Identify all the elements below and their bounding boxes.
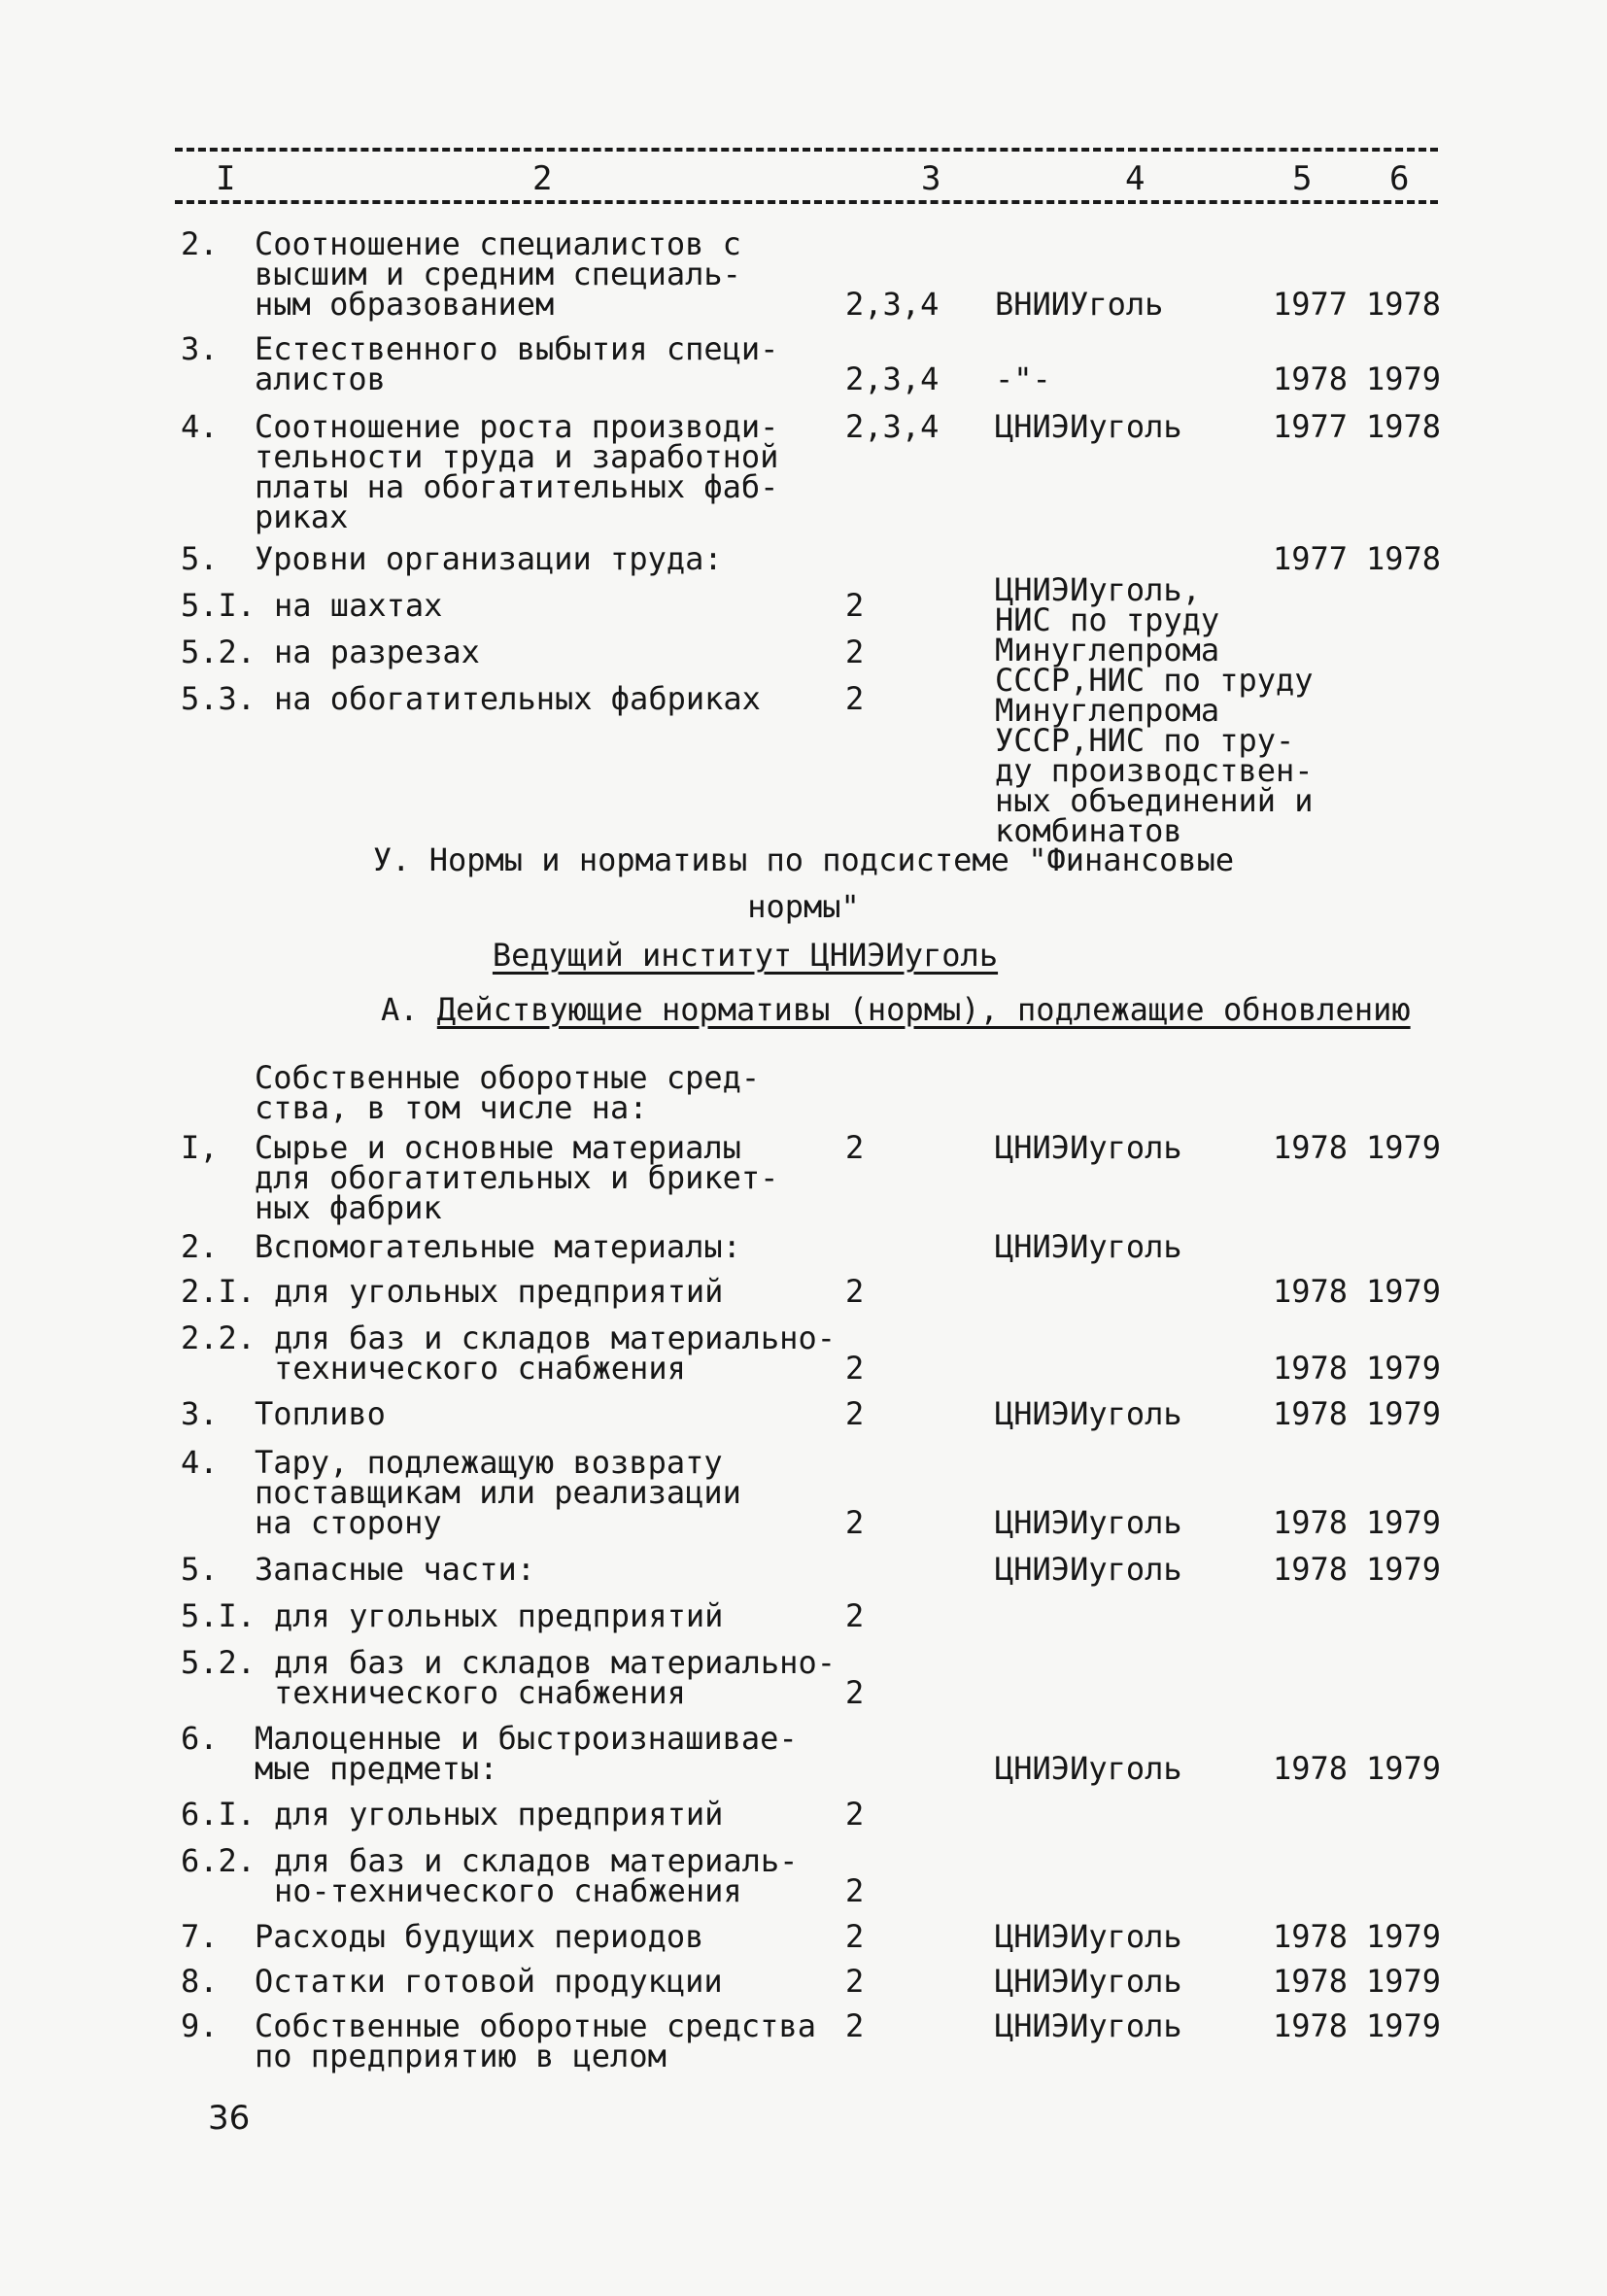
row-name: Тару, подлежащую возврату поставщикам или реализации на сторону — [255, 1444, 741, 1541]
section4-organizations: ЦНИЭИуголь, НИС по труду Минуглепрома СССР,НИС по труду Минуглепрома УССР,НИС по тру- ду производствен- ных объединений и комбинатов — [995, 571, 1314, 849]
row-stage: 2 — [845, 634, 865, 670]
row-number: 5.I. — [181, 1597, 256, 1634]
row-year-end: 1979 — [1366, 1350, 1442, 1387]
row-institute: ЦНИЭИуголь — [995, 1504, 1182, 1541]
row-name: Естественного выбытия специ- алистов — [255, 330, 779, 397]
row-year-end: 1979 — [1366, 1963, 1442, 2000]
row-name: Вспомогательные материалы: — [255, 1228, 741, 1265]
row-number: 2.I. — [181, 1273, 256, 1310]
row-name: для угольных предприятий — [274, 1796, 724, 1833]
row-number: 7. — [181, 1918, 219, 1955]
row-name: Остатки готовой продукции — [255, 1963, 723, 2000]
row-year-start: 1977 — [1273, 408, 1349, 445]
row-name: Собственные оборотные средства по предприятию в целом — [255, 2007, 816, 2074]
row-year-start: 1978 — [1273, 1129, 1349, 1166]
row-stage: 2 — [845, 1129, 865, 1166]
row-name: на разрезах — [274, 634, 480, 670]
row-year-end: 1979 — [1366, 2007, 1442, 2044]
row-number: 5. — [181, 540, 219, 577]
row-number: 2. — [181, 225, 219, 262]
row-number: 3. — [181, 330, 219, 367]
row-year-end: 1979 — [1366, 1918, 1442, 1955]
row-year-start: 1978 — [1273, 1350, 1349, 1387]
row-number: 5. — [181, 1551, 219, 1588]
row-stage: 2 — [845, 1395, 865, 1432]
header-col-6: 6 — [1389, 159, 1410, 198]
subsection-prefix: А. — [381, 991, 437, 1028]
row-year-start: 1978 — [1273, 1963, 1349, 2000]
row-year-start: 1978 — [1273, 1918, 1349, 1955]
row-institute: ЦНИЭИуголь — [995, 1228, 1182, 1265]
row-institute: -"- — [995, 360, 1051, 397]
row-year-end: 1978 — [1366, 286, 1442, 323]
row-stage: 2,3,4 — [845, 360, 940, 397]
row-institute: ЦНИЭИуголь — [995, 408, 1182, 445]
row-year-end: 1979 — [1366, 1504, 1442, 1541]
row-number: 5.2. — [181, 634, 256, 670]
section5-title-line2: нормы" — [747, 888, 860, 925]
header-col-4: 4 — [1125, 159, 1145, 198]
row-year-start: 1978 — [1273, 1273, 1349, 1310]
header-rule-bottom — [175, 200, 1438, 204]
row-name: для баз и складов материаль- но-технического снабжения — [274, 1842, 799, 1909]
row-stage: 2 — [845, 1796, 865, 1833]
row-year-end: 1979 — [1366, 360, 1442, 397]
row-number: 8. — [181, 1963, 219, 2000]
row-year-start: 1978 — [1273, 360, 1349, 397]
row-year-end: 1978 — [1366, 408, 1442, 445]
header-col-5: 5 — [1292, 159, 1313, 198]
row-institute: ЦНИЭИуголь — [995, 1551, 1182, 1588]
row-number: 9. — [181, 2007, 219, 2044]
row-name: на обогатительных фабриках — [274, 680, 761, 717]
row-number: 6.I. — [181, 1796, 256, 1833]
row-stage: 2,3,4 — [845, 286, 940, 323]
row-year-end: 1979 — [1366, 1395, 1442, 1432]
row-number: 4. — [181, 408, 219, 445]
row-number: 3. — [181, 1395, 219, 1432]
row-institute: ЦНИЭИуголь — [995, 2007, 1182, 2044]
section5-title-line1: У. Нормы и нормативы по подсистеме "Финансовые — [372, 841, 1235, 878]
row-name: Сырье и основные материалы для обогатительных и брикет- ных фабрик — [255, 1129, 779, 1226]
subsection-heading — [381, 993, 1411, 1026]
header-rule-top — [175, 148, 1438, 152]
row-stage: 2 — [845, 680, 865, 717]
row-institute: ЦНИЭИуголь — [995, 1395, 1182, 1432]
row-year-end: 1979 — [1366, 1551, 1442, 1588]
row-stage: 2 — [845, 1504, 865, 1541]
row-institute: ЦНИЭИуголь — [995, 1918, 1182, 1955]
subsection-title: Действующие нормативы (нормы), подлежащие обновлению — [436, 991, 1411, 1028]
row-year-start: 1978 — [1273, 1504, 1349, 1541]
row-year-start: 1978 — [1273, 2007, 1349, 2044]
row-year-end: 1979 — [1366, 1273, 1442, 1310]
row-name: Соотношение специалистов с высшим и средним специаль- ным образованием — [255, 225, 741, 323]
row-stage: 2,3,4 — [845, 408, 940, 445]
row-institute: ЦНИЭИуголь — [995, 1750, 1182, 1787]
row-stage: 2 — [845, 1273, 865, 1310]
row-number: 2. — [181, 1228, 219, 1265]
row-name: Уровни организации труда: — [255, 540, 723, 577]
lead-institute: Ведущий институт ЦНИЭИуголь — [492, 937, 999, 974]
row-year-end: 1979 — [1366, 1129, 1442, 1166]
row-year-start: 1978 — [1273, 1551, 1349, 1588]
header-col-1: I — [216, 159, 236, 198]
row-stage: 2 — [845, 1597, 865, 1634]
row-name: Малоценные и быстроизнашивае- мые предметы: — [255, 1720, 798, 1787]
row-year-start: 1977 — [1273, 540, 1349, 577]
row-name: Топливо — [255, 1395, 386, 1432]
row-stage: 2 — [845, 1350, 865, 1387]
row-name: для угольных предприятий — [274, 1273, 724, 1310]
row-name: на шахтах — [274, 587, 443, 624]
row-institute: ВНИИУголь — [995, 286, 1164, 323]
row-institute: ЦНИЭИуголь — [995, 1963, 1182, 2000]
row-number: 5.I. — [181, 587, 256, 624]
row-year-start: 1978 — [1273, 1750, 1349, 1787]
header-col-2: 2 — [532, 159, 553, 198]
row-name: Соотношение роста производи- тельности труда и заработной платы на обогатительных фаб- риках — [255, 408, 779, 535]
row-number: 4. — [181, 1444, 219, 1481]
row-name: для угольных предприятий — [274, 1597, 724, 1634]
row-number: 6. — [181, 1720, 219, 1757]
row-name: Расходы будущих периодов — [255, 1918, 704, 1955]
page-number: 36 — [208, 2099, 251, 2138]
row-stage: 2 — [845, 1674, 865, 1711]
row-number: 5.2. — [181, 1644, 256, 1681]
row-institute: ЦНИЭИуголь — [995, 1129, 1182, 1166]
row-number: 5.3. — [181, 680, 256, 717]
row-number: 2.2. — [181, 1319, 256, 1356]
row-stage: 2 — [845, 587, 865, 624]
row-name: Запасные части: — [255, 1551, 535, 1588]
row-stage: 2 — [845, 1872, 865, 1909]
row-number: 6.2. — [181, 1842, 256, 1879]
row-name: для баз и складов материально- технического снабжения — [274, 1319, 836, 1387]
row-stage: 2 — [845, 1918, 865, 1955]
row-year-end: 1979 — [1366, 1750, 1442, 1787]
row-year-start: 1977 — [1273, 286, 1349, 323]
row-year-start: 1978 — [1273, 1395, 1349, 1432]
row-stage: 2 — [845, 2007, 865, 2044]
section5-intro: Собственные оборотные сред- ства, в том числе на: — [255, 1059, 761, 1126]
row-stage: 2 — [845, 1963, 865, 2000]
row-name: для баз и складов материально- технического снабжения — [274, 1644, 836, 1711]
header-col-3: 3 — [921, 159, 941, 198]
row-year-end: 1978 — [1366, 540, 1442, 577]
row-number: I, — [181, 1129, 219, 1166]
